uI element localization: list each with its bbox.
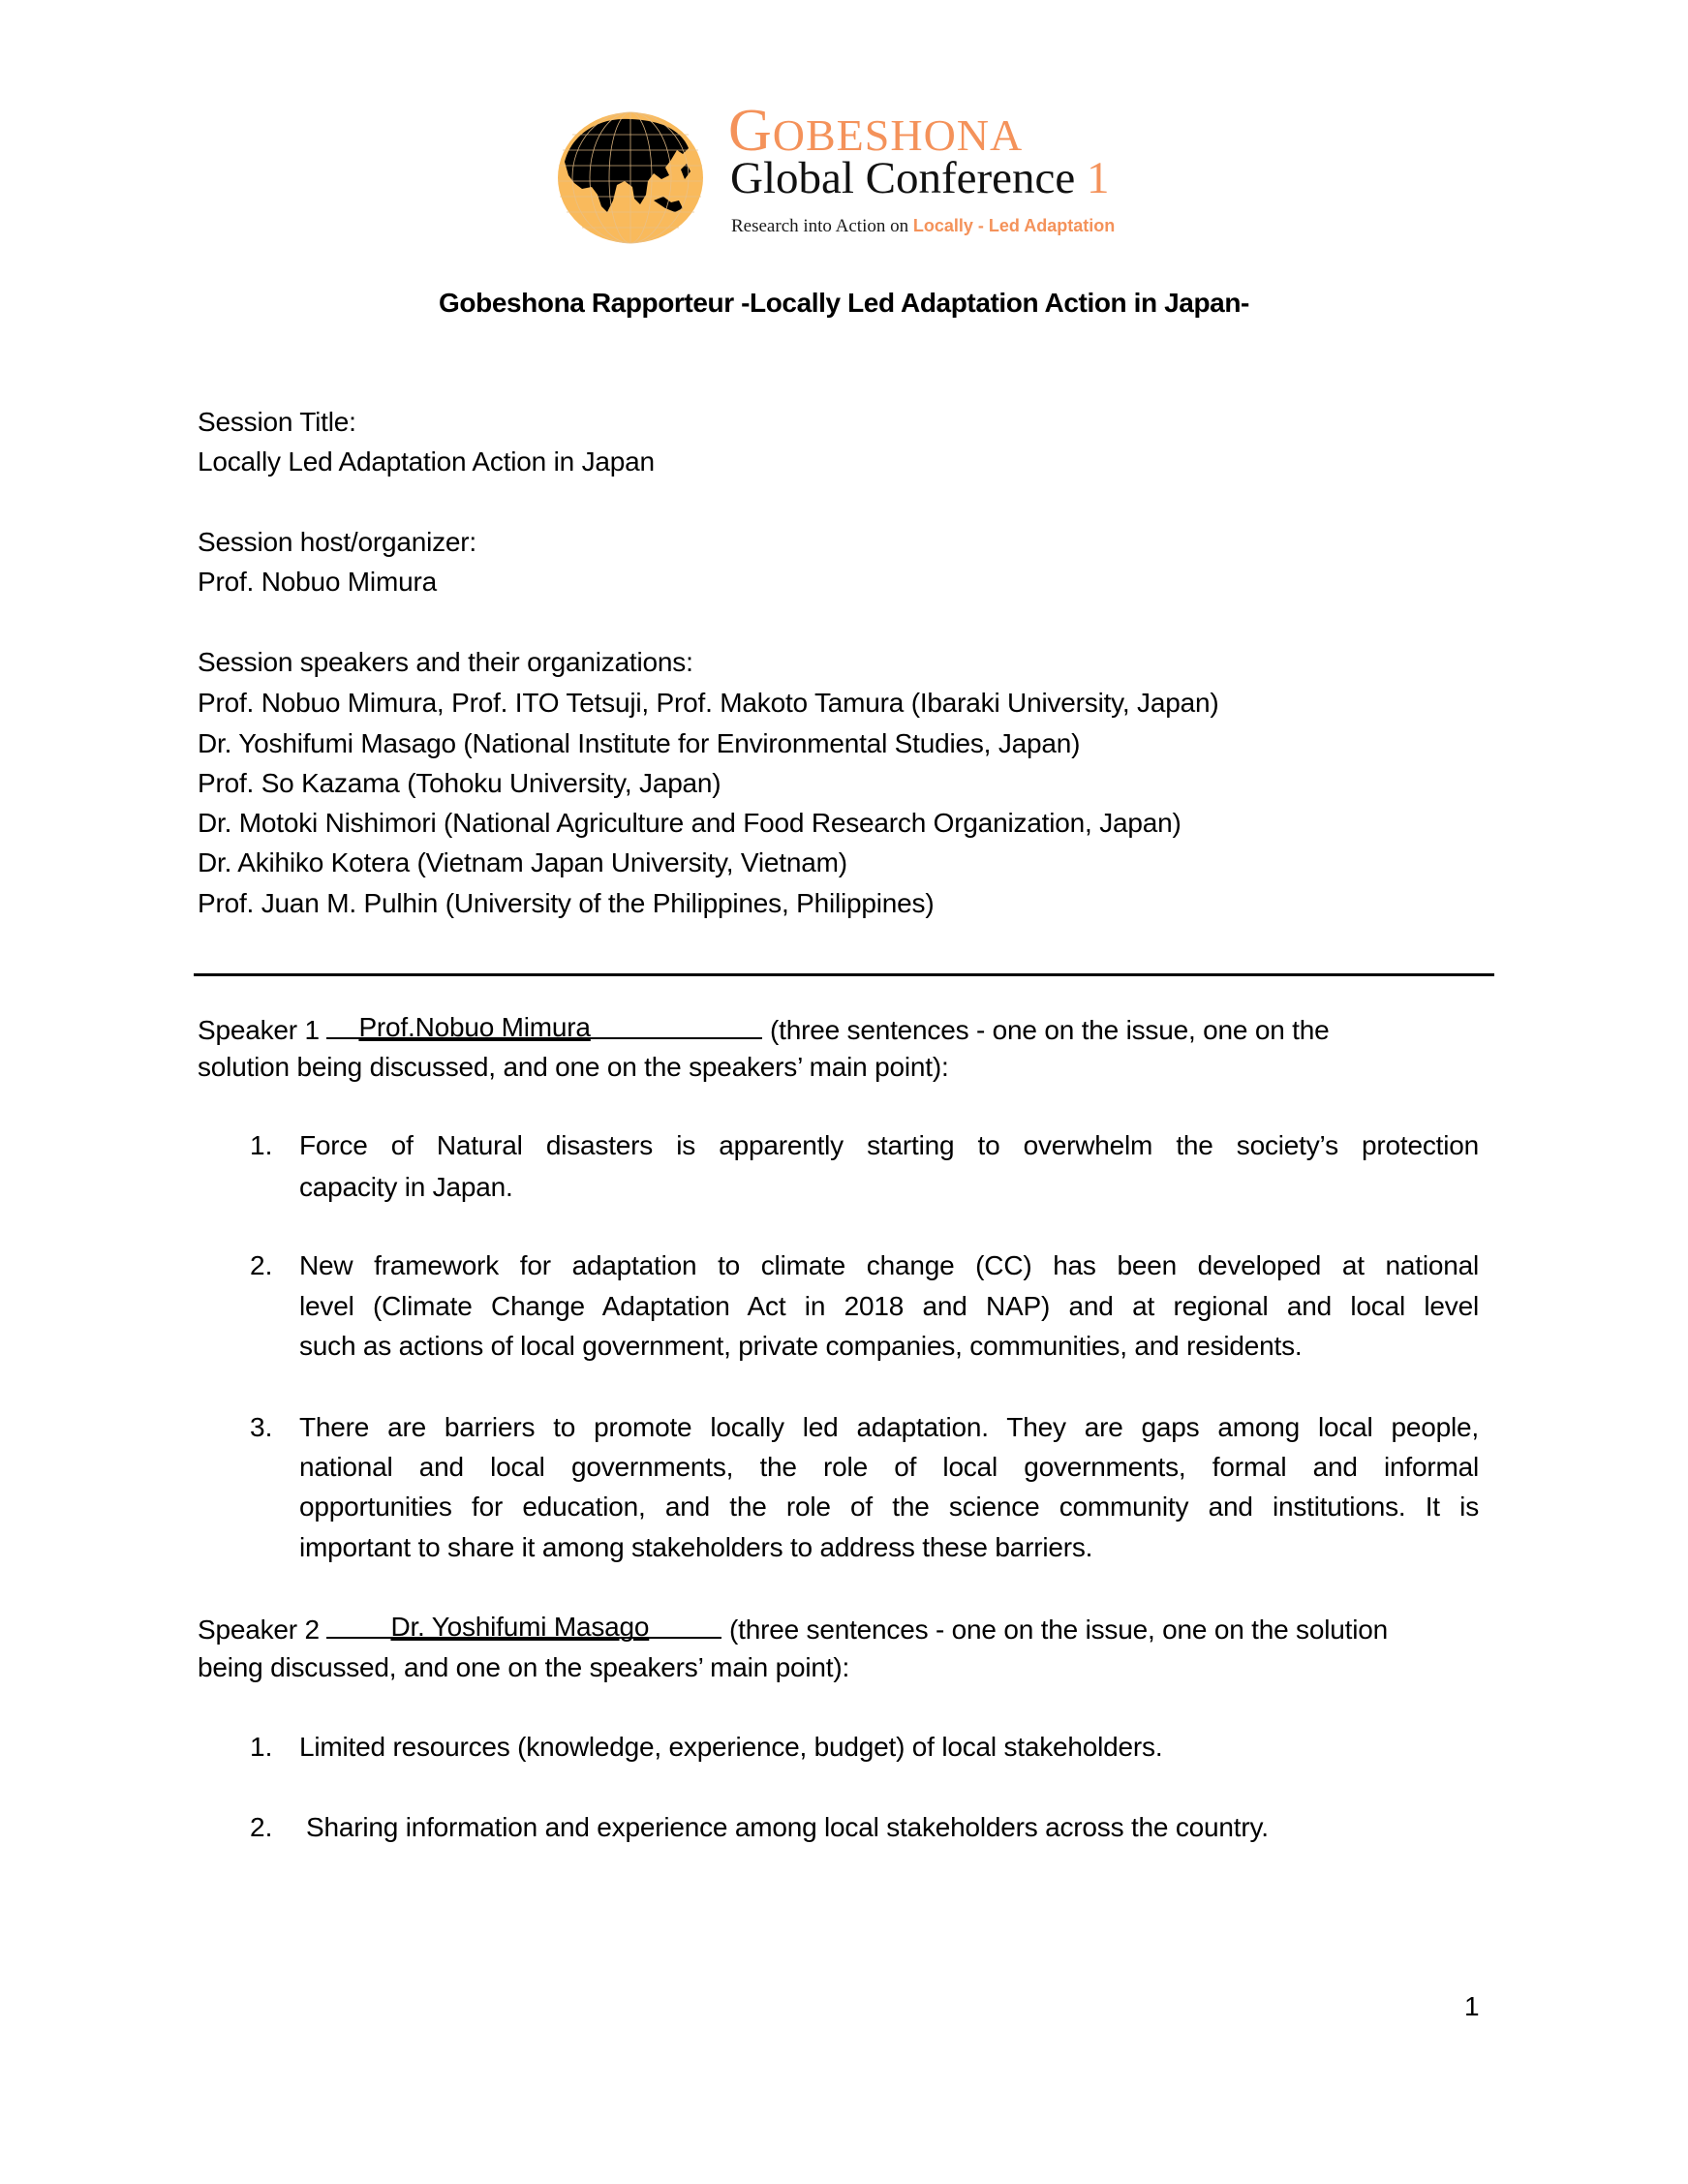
logo-tagline: Research into Action on Locally - Led Adaptation	[731, 216, 1116, 236]
logo-tagline-highlight: Locally - Led Adaptation	[912, 216, 1116, 235]
speaker1-instruction-cont: solution being discussed, and one on the speakers’ main point):	[198, 1052, 949, 1082]
speaker-org-line: Prof. Nobuo Mimura, Prof. ITO Tetsuji, Prof. Makoto Tamura (Ibaraki University, Japan)	[198, 688, 1219, 718]
list-number: 2.	[250, 1812, 273, 1842]
point-text-line: Sharing information and experience among local stakeholders across the country.	[306, 1812, 1269, 1842]
session-title-value: Locally Led Adaptation Action in Japan	[198, 446, 655, 477]
logo-wordmark: GOBESHONA	[728, 98, 1024, 164]
point-text-line: New framework for adaptation to climate change (CC) has been developed at national	[299, 1250, 1479, 1280]
list-number: 1.	[250, 1732, 273, 1762]
point-text-line: Limited resources (knowledge, experience, budget) of local stakeholders.	[299, 1732, 1163, 1762]
speaker1-name: Prof.Nobuo Mimura	[358, 1012, 591, 1042]
list-number: 2.	[250, 1250, 273, 1280]
speaker1-name-field	[326, 1011, 762, 1042]
speaker2-heading	[198, 1611, 1388, 1646]
speaker1-label: Speaker 1	[198, 1015, 320, 1045]
session-host-label: Session host/organizer:	[198, 527, 477, 557]
speaker2-name-field	[326, 1611, 721, 1642]
speaker-org-line: Dr. Akihiko Kotera (Vietnam Japan University, Vietnam)	[198, 847, 847, 877]
session-host-value: Prof. Nobuo Mimura	[198, 567, 437, 597]
point-text-line: national and local governments, the role of local governments, formal and informal	[299, 1452, 1479, 1482]
speaker-org-line: Dr. Motoki Nishimori (National Agriculture and Food Research Organization, Japan)	[198, 808, 1182, 838]
list-number: 1.	[250, 1130, 273, 1160]
speaker-org-line: Prof. Juan M. Pulhin (University of the Philippines, Philippines)	[198, 888, 935, 918]
point-text-line: opportunities for education, and the role of the science community and institutions. It is	[299, 1492, 1479, 1522]
session-speakers-label: Session speakers and their organizations:	[198, 647, 693, 677]
speaker2-instruction-cont: being discussed, and one on the speakers’ main point):	[198, 1652, 850, 1682]
globe-icon	[557, 111, 704, 244]
logo-conference-name: Global Conference 1	[730, 153, 1110, 203]
speaker2-label: Speaker 2	[198, 1615, 320, 1645]
document-title: Gobeshona Rapporteur -Locally Led Adaptation Action in Japan-	[439, 288, 1249, 318]
point-text-line: There are barriers to promote locally led adaptation. They are gaps among local people,	[299, 1412, 1479, 1442]
speaker2-name: Dr. Yoshifumi Masago	[390, 1612, 650, 1642]
point-text-line: capacity in Japan.	[299, 1172, 513, 1202]
speaker1-heading	[198, 1011, 1329, 1047]
list-number: 3.	[250, 1412, 273, 1442]
point-text-line: such as actions of local government, private companies, communities, and residents.	[299, 1331, 1303, 1361]
point-text-line: Force of Natural disasters is apparently starting to overwhelm the society’s protection	[299, 1130, 1479, 1160]
speaker2-instruction: (three sentences - one on the issue, one on the solution	[729, 1615, 1388, 1645]
page-number: 1	[1464, 1991, 1480, 2021]
section-divider	[194, 973, 1494, 976]
point-text-line: level (Climate Change Adaptation Act in 2018 and NAP) and at regional and local level	[299, 1291, 1479, 1321]
point-text-line: important to share it among stakeholders to address these barriers.	[299, 1532, 1093, 1562]
session-title-label: Session Title:	[198, 407, 356, 437]
logo-conference-number: 1	[1087, 153, 1110, 203]
speaker-org-line: Dr. Yoshifumi Masago (National Institute for Environmental Studies, Japan)	[198, 728, 1081, 758]
speaker-org-line: Prof. So Kazama (Tohoku University, Japan)	[198, 768, 721, 798]
speaker1-instruction: (three sentences - one on the issue, one on the	[770, 1015, 1330, 1045]
